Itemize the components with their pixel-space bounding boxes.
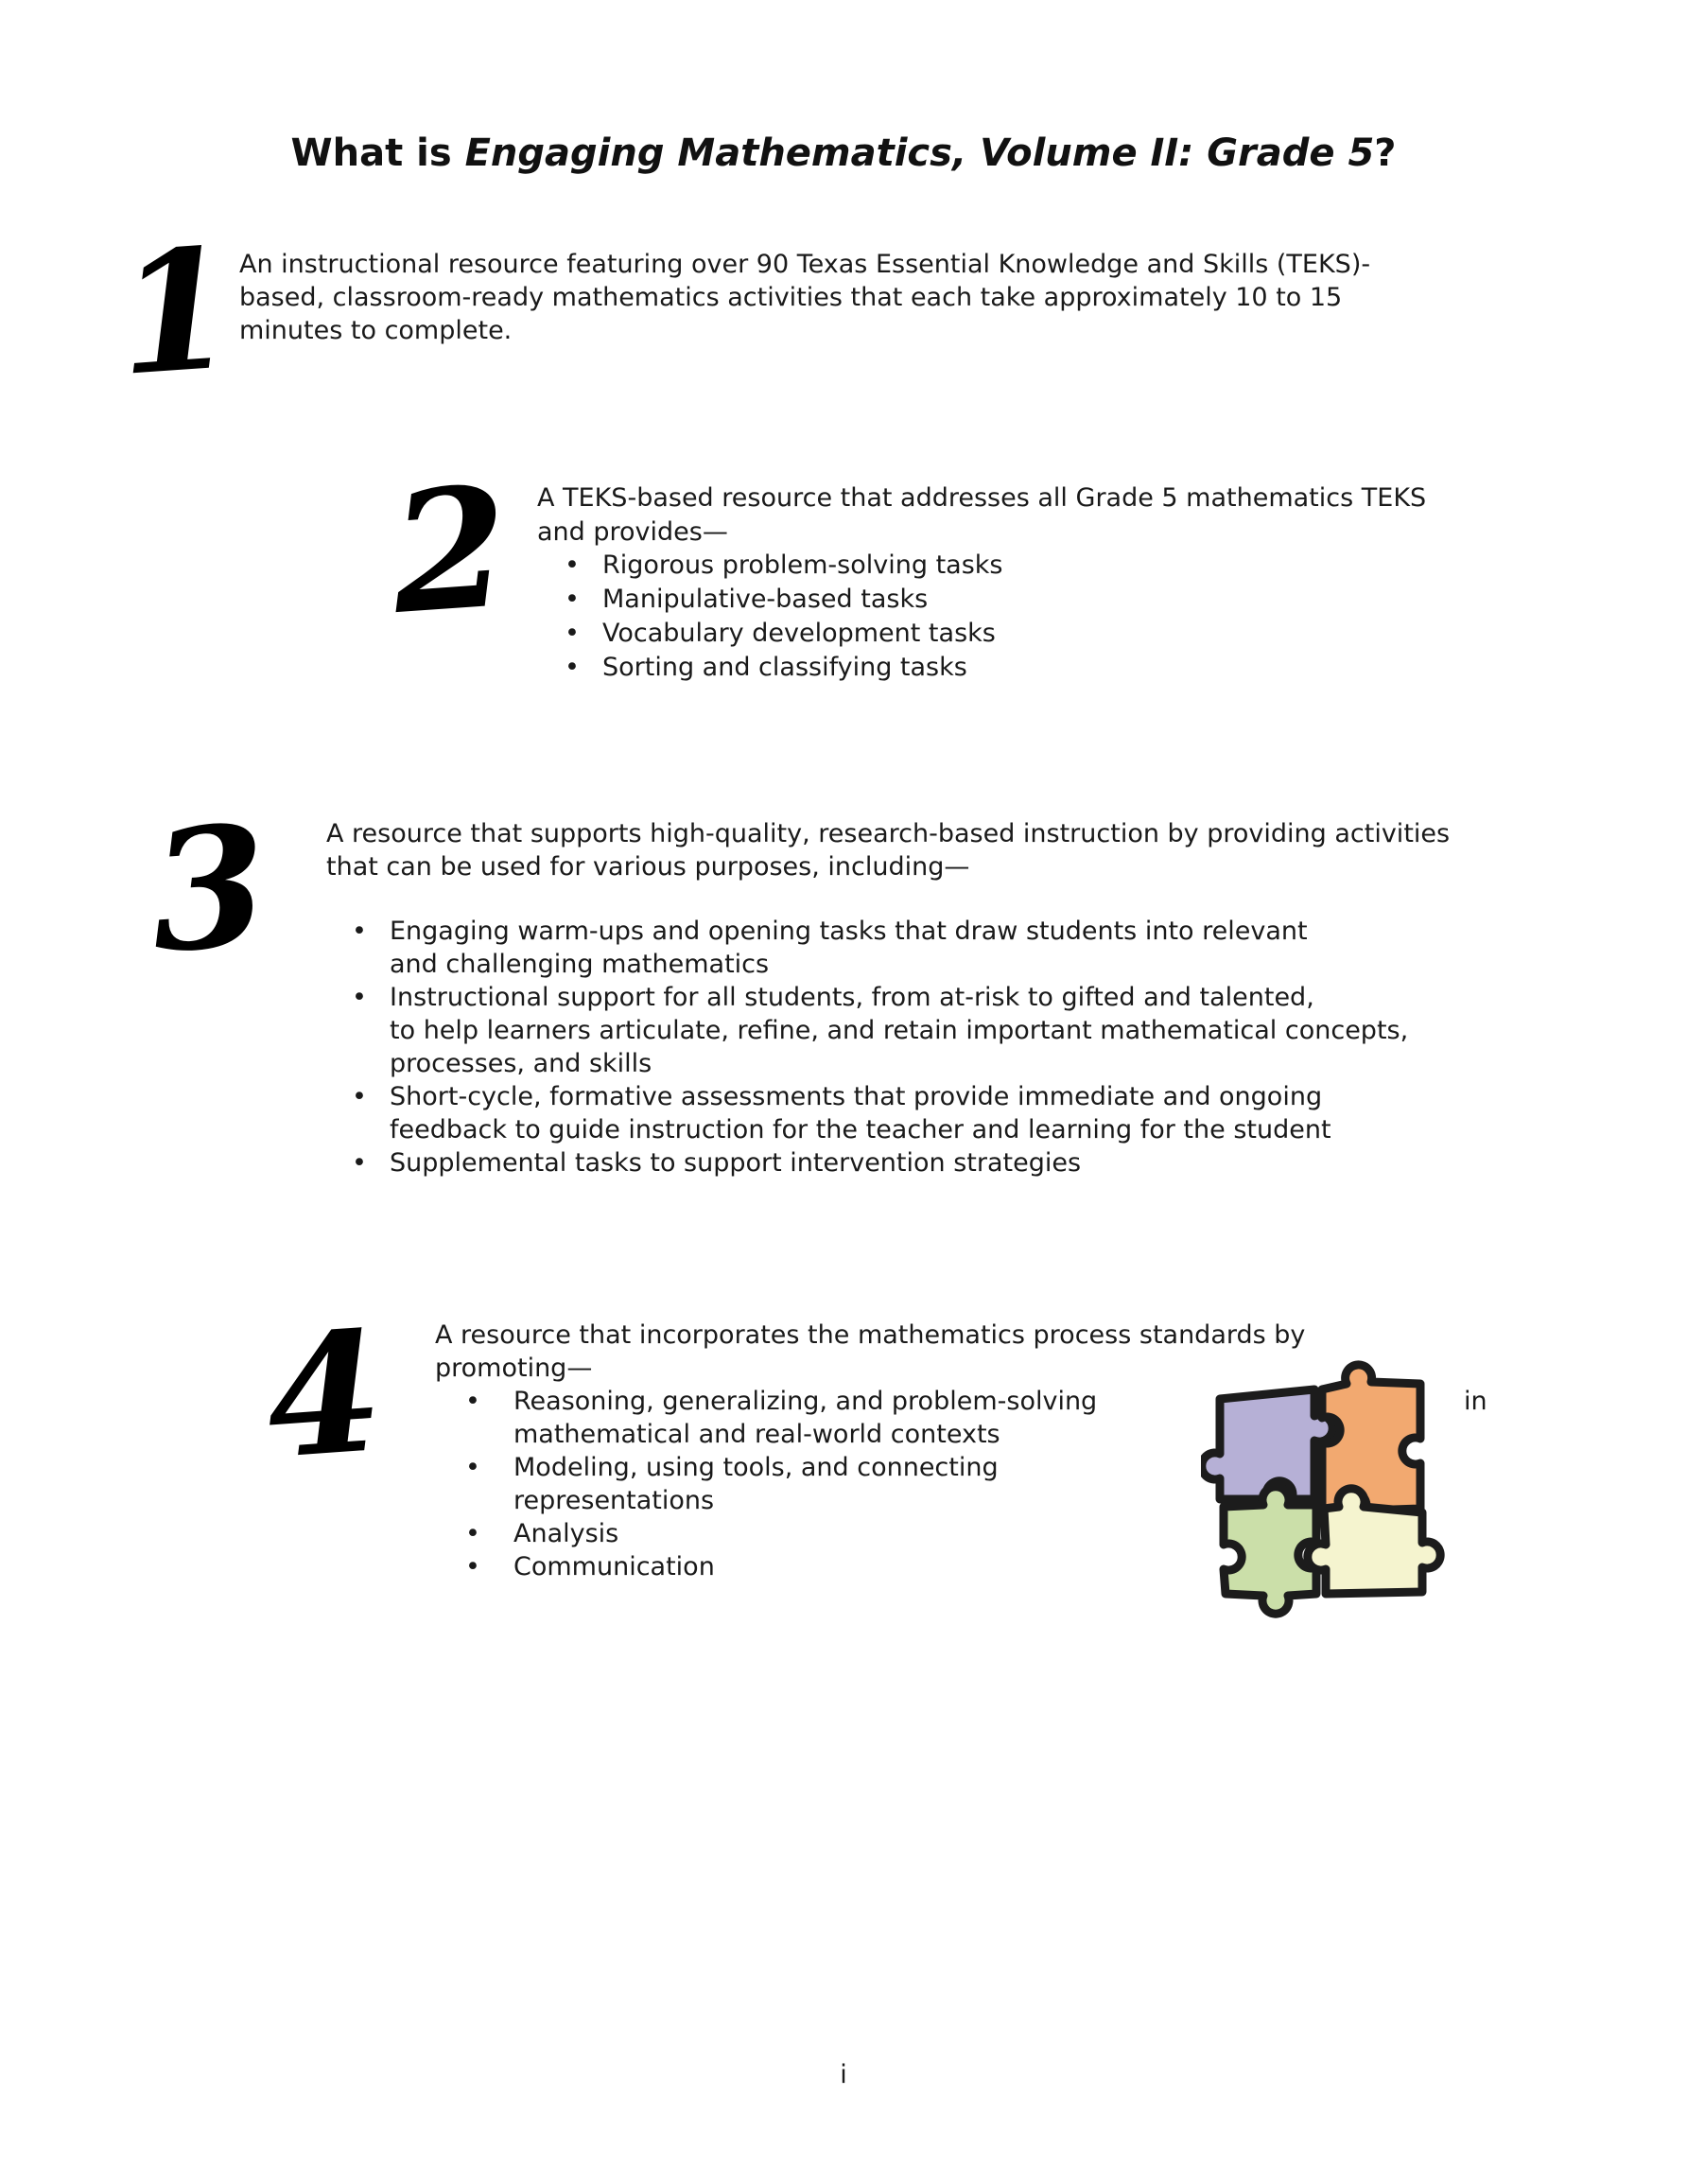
bullet-item (465, 1517, 1097, 1550)
bullet-text-line: Communication (513, 1552, 715, 1581)
page-title-suffix: ? (1374, 131, 1397, 175)
bullet-icon: • (352, 917, 367, 946)
bullet-text-line: processes, and skills (390, 1049, 652, 1078)
page-number: i (840, 2060, 847, 2089)
page-title (0, 131, 1687, 176)
bullet-text-line: Short-cycle, formative assessments that provide immediate and ongoing (390, 1082, 1323, 1111)
bullet-text-line: representations (513, 1486, 715, 1515)
bullet-text-line: Instructional support for all students, from at-risk to gifted and talented, (390, 983, 1314, 1012)
bullet-icon: • (465, 1552, 480, 1581)
bullet-text-line: mathematical and real-world contexts (513, 1420, 1000, 1449)
bullet-text: Vocabulary development tasks (602, 619, 996, 648)
section-2-heading (537, 481, 1426, 550)
puzzle-piece-orange (1322, 1365, 1420, 1511)
section-1-numeral: 1 (111, 212, 240, 413)
bullet-text-line: to help learners articulate, refine, and retain important mathematical concepts, (390, 1016, 1409, 1045)
bullet-icon: • (465, 1519, 480, 1548)
section-4-heading (435, 1319, 1305, 1385)
bullet-icon: • (565, 550, 580, 580)
bullet-item (565, 617, 1002, 651)
bullet-text-line: Supplemental tasks to support intervention strategies (390, 1148, 1082, 1178)
bullet-item (465, 1385, 1487, 1451)
section-4-bullet-list (465, 1385, 1487, 1583)
section-4-heading-line: promoting— (435, 1354, 593, 1383)
bullet-icon: • (565, 585, 580, 614)
bullet-item (352, 1080, 1408, 1146)
section-4-heading-line: A resource that incorporates the mathematics process standards by (435, 1320, 1306, 1350)
bullet-text: Sorting and classifying tasks (602, 653, 967, 682)
bullet-text-line: Analysis (513, 1519, 619, 1548)
bullet-item (565, 651, 1002, 685)
bullet-text: Rigorous problem-solving tasks (602, 550, 1003, 580)
puzzle-illustration (1201, 1355, 1449, 1618)
section-4-numeral: 4 (259, 1295, 389, 1496)
section-3-heading-line: A resource that supports high-quality, research-based instruction by providing activities (326, 819, 1451, 848)
bullet-text-wrapped-word: in (1464, 1387, 1487, 1416)
puzzle-piece-lavender (1202, 1389, 1332, 1499)
section-2-heading-line: A TEKS-based resource that addresses all Grade 5 mathematics TEKS (537, 483, 1427, 513)
bullet-item (352, 981, 1408, 1080)
bullet-icon: • (465, 1387, 480, 1416)
bullet-icon: • (352, 1148, 367, 1178)
section-2-bullet-list (565, 549, 1002, 685)
bullet-item (565, 549, 1002, 583)
section-1-text-line: based, classroom-ready mathematics activities that each take approximately 10 to 15 (239, 283, 1343, 312)
puzzle-piece-green (1224, 1487, 1316, 1614)
bullet-text-line: feedback to guide instruction for the teacher and learning for the student (390, 1115, 1331, 1144)
bullet-icon: • (465, 1453, 480, 1482)
bullet-item (352, 1146, 1408, 1179)
bullet-text-line: and challenging mathematics (390, 950, 770, 979)
bullet-icon: • (352, 983, 367, 1012)
bullet-item (352, 915, 1408, 981)
bullet-icon: • (352, 1082, 367, 1111)
section-3-heading (326, 817, 1450, 883)
bullet-text-line: Reasoning, generalizing, and problem-solving (513, 1387, 1098, 1416)
section-1-text-line: An instructional resource featuring over 90 Texas Essential Knowledge and Skills (TEKS)- (239, 250, 1371, 279)
bullet-item (465, 1550, 1097, 1583)
section-2-numeral: 2 (385, 450, 514, 652)
page-title-prefix: What is (290, 131, 465, 175)
bullet-item (465, 1451, 1097, 1517)
section-2-heading-line: and provides— (537, 517, 728, 547)
bullet-item (565, 583, 1002, 617)
bullet-icon: • (565, 653, 580, 682)
page-title-emphasis: Engaging Mathematics, Volume II: Grade 5 (464, 131, 1375, 175)
section-1-text-line: minutes to complete. (239, 316, 513, 345)
section-1-text (239, 248, 1370, 347)
section-3-heading-line: that can be used for various purposes, including— (326, 852, 970, 882)
bullet-text-line: Engaging warm-ups and opening tasks that draw students into relevant (390, 917, 1308, 946)
section-3-numeral: 3 (144, 789, 273, 990)
bullet-text-line: Modeling, using tools, and connecting (513, 1453, 999, 1482)
bullet-icon: • (565, 619, 580, 648)
section-3-bullet-list (352, 915, 1408, 1179)
bullet-text: Manipulative-based tasks (602, 585, 929, 614)
